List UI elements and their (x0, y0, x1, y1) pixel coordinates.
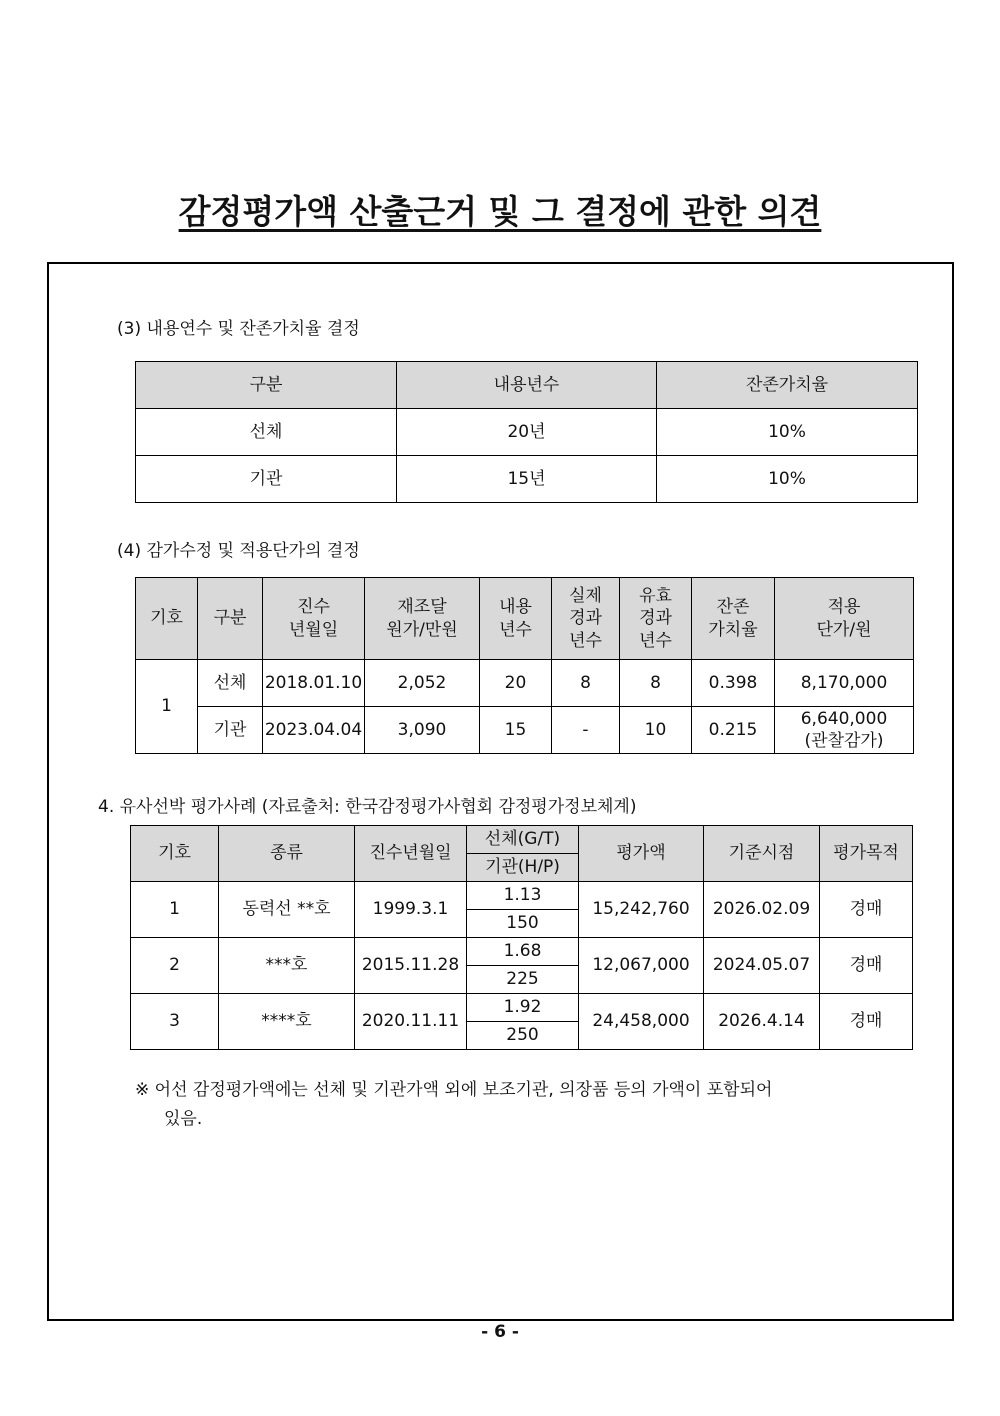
table-cell: 기관 (198, 707, 263, 754)
header-cell: 종류 (219, 826, 355, 882)
footnote (135, 1076, 905, 1134)
table-cell: 2 (131, 938, 219, 994)
table-cell: 10% (657, 456, 918, 503)
table-cell: 10% (657, 409, 918, 456)
table-cell: 선체 (198, 660, 263, 707)
table-cell: 1999.3.1 (355, 882, 467, 938)
header-cell: 적용 단가/원 (775, 578, 914, 660)
header-cell: 구분 (198, 578, 263, 660)
group-id-cell: 1 (136, 660, 198, 754)
table-cell: 10 (620, 707, 692, 754)
table-cell: 2,052 (365, 660, 480, 707)
page-title: 감정평가액 산출근거 및 그 결정에 관한 의견 (178, 192, 822, 231)
table-cell: 6,640,000 (관찰감가) (775, 707, 914, 754)
useful-life-table (135, 361, 918, 503)
header-cell: 재조달 원가/만원 (365, 578, 480, 660)
table-cell: 1.68 (467, 938, 579, 966)
table-row (136, 660, 914, 707)
table-cell: 1.13 (467, 882, 579, 910)
depreciation-table (135, 577, 914, 754)
table-cell: 2015.11.28 (355, 938, 467, 994)
table-cell: 0.398 (692, 660, 775, 707)
table-cell: ****호 (219, 994, 355, 1050)
table-cell: 경매 (820, 994, 913, 1050)
header-cell: 진수 년월일 (263, 578, 365, 660)
table-cell: 15 (480, 707, 552, 754)
table-cell: 2020.11.11 (355, 994, 467, 1050)
header-cell: 구분 (136, 362, 397, 409)
table-cell: 1 (131, 882, 219, 938)
header-cell: 기관(H/P) (467, 854, 579, 882)
table-cell: 2026.02.09 (704, 882, 820, 938)
table-cell: 0.215 (692, 707, 775, 754)
table-cell: 150 (467, 910, 579, 938)
header-cell: 유효 경과 년수 (620, 578, 692, 660)
table-cell: 1.92 (467, 994, 579, 1022)
table-row (136, 409, 918, 456)
table-cell: 2023.04.04 (263, 707, 365, 754)
table-cell: 225 (467, 966, 579, 994)
table-cell: 선체 (136, 409, 397, 456)
table-row (131, 938, 913, 966)
table-cell: 기관 (136, 456, 397, 503)
page-number: - 6 - (481, 1322, 519, 1342)
header-cell: 평가액 (579, 826, 704, 882)
similar-cases-table (130, 825, 913, 1050)
table-cell: 24,458,000 (579, 994, 704, 1050)
table-cell: 2024.05.07 (704, 938, 820, 994)
table-row (131, 882, 913, 910)
footnote-line: 있음. (164, 1109, 203, 1129)
header-cell: 잔존가치율 (657, 362, 918, 409)
table-cell: 8 (620, 660, 692, 707)
section-4-heading: (4) 감가수정 및 적용단가의 결정 (117, 541, 360, 561)
table-cell: 동력선 **호 (219, 882, 355, 938)
table-row (136, 707, 914, 754)
table-cell: 8 (552, 660, 620, 707)
table-cell: 20 (480, 660, 552, 707)
header-cell: 진수년월일 (355, 826, 467, 882)
table-cell: - (552, 707, 620, 754)
header-cell: 내용 년수 (480, 578, 552, 660)
table-cell: 20년 (397, 409, 657, 456)
table-cell: ***호 (219, 938, 355, 994)
table-cell: 8,170,000 (775, 660, 914, 707)
table-row (131, 994, 913, 1022)
header-cell: 실제 경과 년수 (552, 578, 620, 660)
table-cell: 15,242,760 (579, 882, 704, 938)
header-cell: 내용년수 (397, 362, 657, 409)
header-cell: 기호 (136, 578, 198, 660)
header-cell: 평가목적 (820, 826, 913, 882)
table-cell: 250 (467, 1022, 579, 1050)
table-cell: 3,090 (365, 707, 480, 754)
header-cell: 기준시점 (704, 826, 820, 882)
table-header-row (136, 362, 918, 409)
table-cell: 3 (131, 994, 219, 1050)
table-cell: 경매 (820, 882, 913, 938)
table-cell: 15년 (397, 456, 657, 503)
header-cell: 기호 (131, 826, 219, 882)
table-header-row (136, 578, 914, 660)
table-row (136, 456, 918, 503)
similar-cases-heading: 4. 유사선박 평가사례 (자료출처: 한국감정평가사협회 감정평가정보체계) (98, 797, 637, 817)
table-cell: 2018.01.10 (263, 660, 365, 707)
footnote-line: ※ 어선 감정평가액에는 선체 및 기관가액 외에 보조기관, 의장품 등의 가액이 포함되어 (135, 1080, 773, 1100)
table-cell: 경매 (820, 938, 913, 994)
header-cell: 선체(G/T) (467, 826, 579, 854)
section-3-heading: (3) 내용연수 및 잔존가치율 결정 (117, 319, 360, 339)
table-cell: 12,067,000 (579, 938, 704, 994)
table-cell: 2026.4.14 (704, 994, 820, 1050)
header-cell: 잔존 가치율 (692, 578, 775, 660)
table-header-row (131, 826, 913, 854)
